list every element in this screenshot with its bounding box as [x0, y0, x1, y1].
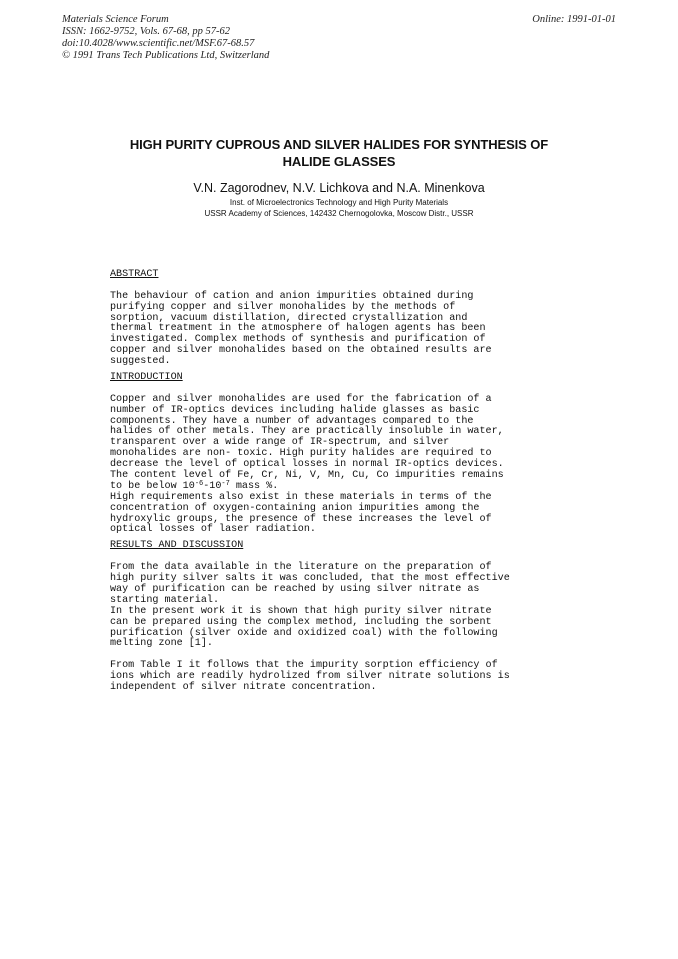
results-heading: RESULTS AND DISCUSSION [110, 540, 244, 552]
text-line: thermal treatment in the atmosphere of halogen agents has been [110, 323, 486, 335]
copyright-line: © 1991 Trans Tech Publications Ltd, Switzerland [62, 50, 270, 61]
text-line: From the data available in the literature on the preparation of [110, 562, 492, 574]
text-line: can be prepared using the complex method, including the sorbent [110, 616, 492, 628]
abstract-heading: ABSTRACT [110, 269, 159, 280]
abstract-text [110, 292, 560, 368]
text-line: starting material. [110, 594, 220, 606]
text-line: ions which are readily hydrolized from silver nitrate solutions is [110, 671, 510, 683]
journal-name: Materials Science Forum [62, 14, 169, 25]
text-line: concentration of oxygen-containing anion impurities among the [110, 502, 480, 514]
text-line: melting zone [1]. [110, 638, 213, 650]
text-line: copper and silver monohalides based on the obtained results are [110, 345, 492, 357]
text-line: High requirements also exist in these materials in terms of the [110, 491, 492, 503]
impurity-limit-line: to be below $10^{-6}-10^{-7}$ mass %. [110, 479, 279, 492]
text-line: high purity silver salts it was concluded, that the most effective [110, 573, 510, 585]
text-line: Copper and silver monohalides are used for the fabrication of a [110, 393, 492, 405]
text-line: halides of other metals. They are practically insoluble in water, [110, 426, 504, 438]
text-line: transparent over a wide range of IR-spectrum, and silver [110, 437, 450, 449]
text-line: suggested. [110, 356, 171, 368]
text-line: In the present work it is shown that high purity silver nitrate [110, 605, 492, 617]
text-line: way of purification can be reached by using silver nitrate as [110, 583, 480, 595]
text-line: investigated. Complex methods of synthesis and purification of [110, 334, 486, 346]
text-line: The content level of Fe, Cr, Ni, V, Mn, Cu, Co impurities remains [110, 470, 504, 482]
results-paragraph-2 [110, 661, 560, 694]
results-paragraph-1 [110, 563, 560, 650]
text-line: optical losses of laser radiation. [110, 524, 316, 536]
text-line: sorption, vacuum distillation, directed crystallization and [110, 312, 468, 324]
text-line: The behaviour of cation and anion impurities obtained during [110, 290, 474, 302]
text-line: purification (silver oxide and oxidized coal) with the following [110, 627, 498, 639]
text-line: monohalides are non- toxic. High purity halides are required to [110, 448, 492, 460]
paper-title [100, 136, 578, 170]
doi-line: doi:10.4028/www.scientific.net/MSF.67-68.57 [62, 38, 255, 49]
text-line: From Table I it follows that the impurity sorption efficiency of [110, 660, 498, 672]
introduction-text [110, 395, 560, 537]
text-line: number of IR-optics devices including halide glasses as basic [110, 404, 480, 416]
affiliation-line-2: USSR Academy of Sciences, 142432 Chernogolovka, Moscow Distr., USSR [204, 209, 474, 218]
paper-body [110, 270, 560, 694]
text-line: independent of silver nitrate concentration. [110, 681, 377, 693]
introduction-heading: INTRODUCTION [110, 372, 183, 384]
title-line-2: HALIDE GLASSES [282, 154, 396, 169]
text-line: hydroxylic groups, the presence of these increases the level of [110, 513, 492, 525]
affiliation-line-1: Inst. of Microelectronics Technology and High Purity Materials [229, 198, 449, 207]
text-line: components. They have a number of advantages compared to the [110, 415, 474, 427]
issn-line: ISSN: 1662-9752, Vols. 67-68, pp 57-62 [62, 26, 230, 37]
online-date: Online: 1991-01-01 [532, 14, 616, 25]
title-line-1: HIGH PURITY CUPROUS AND SILVER HALIDES FOR SYNTHESIS OF [129, 137, 549, 152]
citation-header [62, 14, 269, 62]
text-line: decrease the level of optical losses in normal IR-optics devices. [110, 459, 504, 471]
authors: V.N. Zagorodnev, N.V. Lichkova and N.A. Minenkova [193, 181, 485, 195]
text-line: purifying copper and silver monohalides by the methods of [110, 301, 456, 313]
